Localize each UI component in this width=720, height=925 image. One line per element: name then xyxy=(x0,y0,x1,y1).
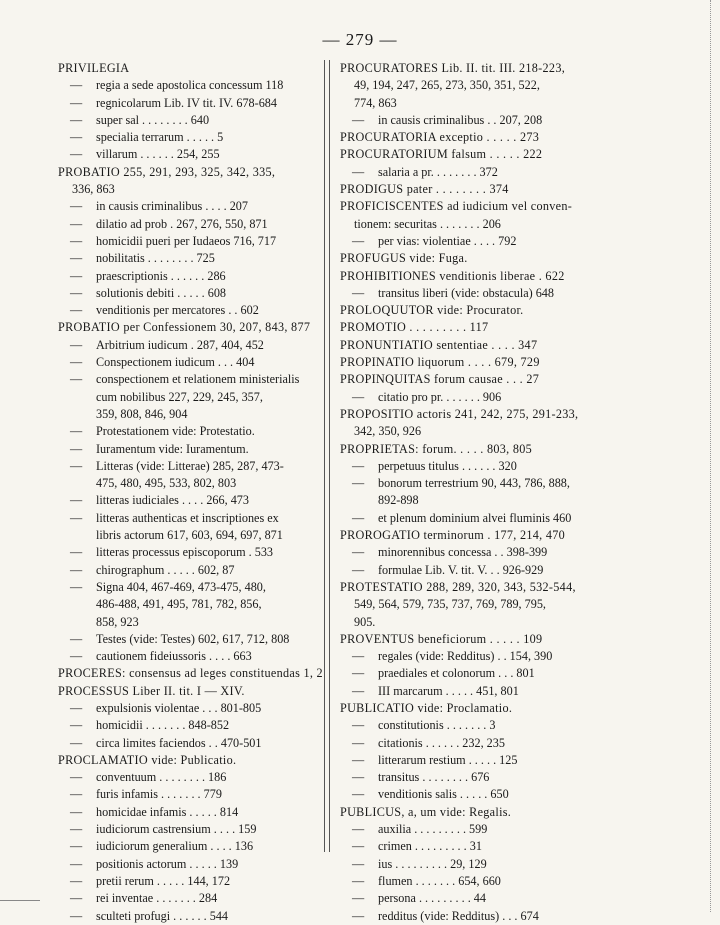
subentry-dash: — xyxy=(70,579,83,594)
index-column-right xyxy=(340,60,597,925)
index-entry xyxy=(340,250,597,267)
entry-text: expulsionis violentae . . . 801-805 xyxy=(96,700,262,715)
entry-text: iudiciorum castrensium . . . . 159 xyxy=(96,822,257,837)
subentry-dash: — xyxy=(352,562,365,577)
index-subentry xyxy=(58,544,311,561)
index-subentry xyxy=(340,665,597,682)
index-subentry xyxy=(58,717,311,734)
entry-text: 486-488, 491, 495, 781, 782, 856, xyxy=(96,597,262,612)
entry-text: PROBATIO per Confessionem 30, 207, 843, 877 xyxy=(58,320,311,335)
subentry-dash: — xyxy=(70,631,83,646)
entry-text: redditus (vide: Redditus) . . . 674 xyxy=(378,908,539,923)
subentry-dash: — xyxy=(70,839,83,854)
entry-text: rei inventae . . . . . . . 284 xyxy=(96,891,218,906)
index-entry-continuation xyxy=(340,614,597,631)
subentry-dash: — xyxy=(70,493,83,508)
entry-text: PROROGATIO terminorum . 177, 214, 470 xyxy=(340,528,566,543)
index-entry xyxy=(340,319,597,336)
page-corner-mark xyxy=(0,900,40,902)
entry-text: regia a sede apostolica concessum 118 xyxy=(96,78,284,93)
index-subentry-continuation xyxy=(58,527,311,544)
index-subentry xyxy=(340,458,597,475)
subentry-dash: — xyxy=(352,752,365,767)
subentry-dash: — xyxy=(70,337,83,352)
index-subentry xyxy=(340,683,597,700)
entry-text: positionis actorum . . . . . 139 xyxy=(96,856,239,871)
entry-text: 49, 194, 247, 265, 273, 350, 351, 522, xyxy=(354,78,540,93)
index-subentry xyxy=(58,804,311,821)
index-subentry xyxy=(58,458,311,475)
entry-text: cautionem fideiussoris . . . . 663 xyxy=(96,649,252,664)
index-entry xyxy=(340,371,597,388)
entry-text: salaria a pr. . . . . . . . 372 xyxy=(378,164,498,179)
subentry-dash: — xyxy=(70,804,83,819)
subentry-dash: — xyxy=(352,873,365,888)
subentry-dash: — xyxy=(352,908,365,923)
entry-text: 475, 480, 495, 533, 802, 803 xyxy=(96,476,237,491)
subentry-dash: — xyxy=(70,199,83,214)
index-entry xyxy=(58,164,311,181)
subentry-dash: — xyxy=(70,735,83,750)
entry-text: litteras authenticas et inscriptiones ex xyxy=(96,510,279,525)
subentry-dash: — xyxy=(70,510,83,525)
subentry-dash: — xyxy=(352,458,365,473)
index-subentry xyxy=(340,112,597,129)
index-subentry xyxy=(58,631,311,648)
entry-text: litteras processus episcoporum . 533 xyxy=(96,545,274,560)
index-entry-continuation xyxy=(340,216,597,233)
entry-text: flumen . . . . . . . 654, 660 xyxy=(378,873,501,888)
index-entry xyxy=(340,631,597,648)
entry-text: 549, 564, 579, 735, 737, 769, 789, 795, xyxy=(354,597,546,612)
entry-text: venditionis per mercatores . . 602 xyxy=(96,303,259,318)
entry-text: PROTESTATIO 288, 289, 320, 343, 532-544, xyxy=(340,579,576,594)
subentry-dash: — xyxy=(70,147,83,162)
index-entry xyxy=(340,354,597,371)
index-subentry xyxy=(340,838,597,855)
index-subentry xyxy=(58,579,311,596)
entry-text: 359, 808, 846, 904 xyxy=(96,406,188,421)
index-entry-continuation xyxy=(340,77,597,94)
entry-text: venditionis salis . . . . . 650 xyxy=(378,787,509,802)
subentry-dash: — xyxy=(352,389,365,404)
entry-text: 892-898 xyxy=(378,493,419,508)
index-entry-continuation xyxy=(340,423,597,440)
entry-text: villarum . . . . . . 254, 255 xyxy=(96,147,220,162)
entry-text: PRIVILEGIA xyxy=(58,61,130,75)
subentry-dash: — xyxy=(70,891,83,906)
index-subentry xyxy=(58,890,311,907)
entry-text: formulae Lib. V. tit. V. . . 926-929 xyxy=(378,562,544,577)
subentry-dash: — xyxy=(70,268,83,283)
index-subentry xyxy=(58,233,311,250)
index-subentry xyxy=(340,821,597,838)
index-subentry-continuation xyxy=(58,406,311,423)
index-subentry xyxy=(340,769,597,786)
entry-text: PROHIBITIONES venditionis liberae . 622 xyxy=(340,268,565,283)
index-entry xyxy=(58,683,311,700)
entry-text: citatio pro pr. . . . . . . 906 xyxy=(378,389,502,404)
subentry-dash: — xyxy=(70,112,83,127)
index-subentry-continuation xyxy=(58,389,311,406)
entry-text: PROCURATORIA exceptio . . . . . 273 xyxy=(340,130,540,145)
entry-text: litterarum restium . . . . . 125 xyxy=(378,752,518,767)
subentry-dash: — xyxy=(352,545,365,560)
entry-text: solutionis debiti . . . . . 608 xyxy=(96,285,227,300)
subentry-dash: — xyxy=(70,718,83,733)
entry-text: Iuramentum vide: Iuramentum. xyxy=(96,441,249,456)
index-entry xyxy=(58,752,311,769)
entry-text: Arbitrium iudicum . 287, 404, 452 xyxy=(96,337,264,352)
index-subentry xyxy=(58,492,311,509)
entry-text: homicidae infamis . . . . . 814 xyxy=(96,804,239,819)
subentry-dash: — xyxy=(70,251,83,266)
entry-text: nobilitatis . . . . . . . . 725 xyxy=(96,251,215,266)
index-entry xyxy=(340,268,597,285)
entry-text: PROLOQUUTOR vide: Procurator. xyxy=(340,303,524,318)
entry-text: PUBLICUS, a, um vide: Regalis. xyxy=(340,804,512,819)
entry-text: pretii rerum . . . . . 144, 172 xyxy=(96,873,231,888)
subentry-dash: — xyxy=(70,856,83,871)
entry-text: ius . . . . . . . . . 29, 129 xyxy=(378,856,487,871)
index-entry xyxy=(58,60,311,77)
index-subentry xyxy=(58,856,311,873)
index-entry xyxy=(340,804,597,821)
index-subentry xyxy=(340,856,597,873)
entry-text: bonorum terrestrium 90, 443, 786, 888, xyxy=(378,476,570,491)
subentry-dash: — xyxy=(352,683,365,698)
index-subentry xyxy=(340,510,597,527)
index-entry xyxy=(340,198,597,215)
entry-text: PROCLAMATIO vide: Publicatio. xyxy=(58,752,237,767)
entry-text: chirographum . . . . . 602, 87 xyxy=(96,562,235,577)
subentry-dash: — xyxy=(70,458,83,473)
subentry-dash: — xyxy=(352,649,365,664)
subentry-dash: — xyxy=(352,822,365,837)
entry-text: litteras iudiciales . . . . 266, 473 xyxy=(96,493,249,508)
index-subentry xyxy=(58,95,311,112)
subentry-dash: — xyxy=(352,718,365,733)
subentry-dash: — xyxy=(70,822,83,837)
index-entry xyxy=(340,527,597,544)
index-subentry xyxy=(340,648,597,665)
index-entry xyxy=(340,441,597,458)
subentry-dash: — xyxy=(70,355,83,370)
index-subentry xyxy=(58,735,311,752)
subentry-dash: — xyxy=(70,95,83,110)
entry-text: transitus . . . . . . . . 676 xyxy=(378,770,490,785)
index-subentry xyxy=(340,752,597,769)
subentry-dash: — xyxy=(352,891,365,906)
index-subentry xyxy=(58,354,311,371)
subentry-dash: — xyxy=(70,303,83,318)
index-subentry xyxy=(340,389,597,406)
entry-text: per vias: violentiae . . . . 792 xyxy=(378,233,517,248)
index-entry xyxy=(340,337,597,354)
index-entry-continuation xyxy=(340,95,597,112)
entry-text: PROPINATIO liquorum . . . . 679, 729 xyxy=(340,355,540,370)
index-subentry xyxy=(58,821,311,838)
index-subentry xyxy=(58,216,311,233)
entry-text: Protestationem vide: Protestatio. xyxy=(96,424,255,439)
index-subentry xyxy=(58,337,311,354)
entry-text: furis infamis . . . . . . . 779 xyxy=(96,787,222,802)
entry-text: praescriptionis . . . . . . 286 xyxy=(96,268,226,283)
entry-text: citationis . . . . . . 232, 235 xyxy=(378,735,505,750)
index-subentry xyxy=(340,285,597,302)
subentry-dash: — xyxy=(70,285,83,300)
index-subentry xyxy=(58,129,311,146)
index-entry xyxy=(340,129,597,146)
subentry-dash: — xyxy=(70,372,83,387)
page-number: — 279 — xyxy=(322,30,398,49)
index-entry xyxy=(340,700,597,717)
entry-text: Testes (vide: Testes) 602, 617, 712, 808 xyxy=(96,631,290,646)
index-subentry xyxy=(340,562,597,579)
entry-text: transitus liberi (vide: obstacula) 648 xyxy=(378,285,554,300)
entry-text: praediales et colonorum . . . 801 xyxy=(378,666,535,681)
subentry-dash: — xyxy=(352,476,365,491)
subentry-dash: — xyxy=(352,285,365,300)
index-subentry xyxy=(58,112,311,129)
entry-text: PROCERES: consensus ad leges constituendas 1, 2 xyxy=(58,666,323,681)
subentry-dash: — xyxy=(352,112,365,127)
index-subentry xyxy=(340,233,597,250)
entry-text: conventuum . . . . . . . . 186 xyxy=(96,770,227,785)
entry-text: PROVENTUS beneficiorum . . . . . 109 xyxy=(340,631,543,646)
subentry-dash: — xyxy=(352,735,365,750)
entry-text: persona . . . . . . . . . 44 xyxy=(378,891,486,906)
index-subentry xyxy=(58,146,311,163)
index-subentry xyxy=(58,510,311,527)
index-entry xyxy=(340,406,597,423)
subentry-dash: — xyxy=(352,787,365,802)
index-subentry xyxy=(58,700,311,717)
entry-text: PRONUNTIATIO sententiae . . . . 347 xyxy=(340,337,538,352)
subentry-dash: — xyxy=(70,649,83,664)
index-subentry xyxy=(340,890,597,907)
index-entry xyxy=(58,665,323,682)
entry-text: PROFICISCENTES ad iudicium vel conven- xyxy=(340,199,573,214)
index-subentry-continuation xyxy=(58,596,311,613)
entry-text: regnicolarum Lib. IV tit. IV. 678-684 xyxy=(96,95,277,110)
subentry-dash: — xyxy=(70,545,83,560)
entry-text: Signa 404, 467-469, 473-475, 480, xyxy=(96,579,266,594)
entry-text: libris actorum 617, 603, 694, 697, 871 xyxy=(96,528,283,543)
subentry-dash: — xyxy=(70,700,83,715)
entry-text: tionem: securitas . . . . . . . 206 xyxy=(354,216,501,231)
entry-text: conspectionem et relationem ministerialis xyxy=(96,372,300,387)
index-subentry xyxy=(340,735,597,752)
index-subentry xyxy=(58,198,311,215)
entry-text: PROMOTIO . . . . . . . . . 117 xyxy=(340,320,489,335)
index-entry xyxy=(340,146,597,163)
entry-text: in causis criminalibus . . 207, 208 xyxy=(378,112,543,127)
entry-text: sculteti profugi . . . . . . 544 xyxy=(96,908,229,923)
index-entry xyxy=(58,319,311,336)
index-entry-continuation xyxy=(340,596,597,613)
subentry-dash: — xyxy=(70,770,83,785)
index-subentry-continuation xyxy=(340,492,597,509)
entry-text: cum nobilibus 227, 229, 245, 357, xyxy=(96,389,263,404)
subentry-dash: — xyxy=(70,441,83,456)
entry-text: 905. xyxy=(354,614,376,629)
index-subentry xyxy=(58,285,311,302)
index-subentry xyxy=(58,648,311,665)
subentry-dash: — xyxy=(70,233,83,248)
subentry-dash: — xyxy=(70,424,83,439)
index-entry xyxy=(340,60,597,77)
entry-text: PROPINQUITAS forum causae . . . 27 xyxy=(340,372,540,387)
index-subentry xyxy=(340,475,597,492)
entry-text: 774, 863 xyxy=(354,95,397,110)
page-edge xyxy=(710,0,712,912)
subentry-dash: — xyxy=(352,164,365,179)
index-subentry xyxy=(58,268,311,285)
index-entry-continuation xyxy=(58,181,311,198)
entry-text: crimen . . . . . . . . . 31 xyxy=(378,839,482,854)
entry-text: PROCURATORIUM falsum . . . . . 222 xyxy=(340,147,543,162)
entry-text: homicidii . . . . . . . 848-852 xyxy=(96,718,230,733)
entry-text: 858, 923 xyxy=(96,614,139,629)
entry-text: PRODIGUS pater . . . . . . . . 374 xyxy=(340,182,509,197)
index-subentry xyxy=(58,302,311,319)
index-subentry xyxy=(58,562,311,579)
entry-text: dilatio ad prob . 267, 276, 550, 871 xyxy=(96,216,268,231)
entry-text: regales (vide: Redditus) . . 154, 390 xyxy=(378,649,553,664)
entry-text: iudiciorum generalium . . . . 136 xyxy=(96,839,254,854)
index-subentry xyxy=(340,873,597,890)
subentry-dash: — xyxy=(352,233,365,248)
index-subentry-continuation xyxy=(58,614,311,631)
entry-text: 336, 863 xyxy=(72,182,115,197)
entry-text: perpetuus titulus . . . . . . 320 xyxy=(378,458,517,473)
subentry-dash: — xyxy=(352,510,365,525)
subentry-dash: — xyxy=(352,666,365,681)
entry-text: minorennibus concessa . . 398-399 xyxy=(378,545,548,560)
entry-text: PROPOSITIO actoris 241, 242, 275, 291-233, xyxy=(340,406,579,421)
subentry-dash: — xyxy=(70,216,83,231)
index-subentry xyxy=(340,544,597,561)
index-subentry xyxy=(58,423,311,440)
subentry-dash: — xyxy=(70,562,83,577)
entry-text: Litteras (vide: Litterae) 285, 287, 473- xyxy=(96,458,284,473)
index-subentry xyxy=(340,164,597,181)
entry-text: PROFUGUS vide: Fuga. xyxy=(340,251,468,266)
index-subentry xyxy=(58,77,311,94)
index-column-left xyxy=(58,60,323,925)
subentry-dash: — xyxy=(352,856,365,871)
entry-text: circa limites faciendos . . 470-501 xyxy=(96,735,262,750)
index-entry xyxy=(340,181,597,198)
entry-text: super sal . . . . . . . . 640 xyxy=(96,112,210,127)
subentry-dash: — xyxy=(70,78,83,93)
entry-text: specialia terrarum . . . . . 5 xyxy=(96,130,224,145)
subentry-dash: — xyxy=(70,130,83,145)
entry-text: 342, 350, 926 xyxy=(354,424,422,439)
index-subentry-continuation xyxy=(58,475,311,492)
index-subentry xyxy=(58,838,311,855)
entry-text: Conspectionem iudicum . . . 404 xyxy=(96,355,255,370)
index-subentry xyxy=(58,769,311,786)
index-entry xyxy=(340,302,597,319)
index-subentry xyxy=(58,441,311,458)
index-subentry xyxy=(340,908,597,925)
subentry-dash: — xyxy=(70,787,83,802)
index-entry xyxy=(340,579,597,596)
entry-text: constitutionis . . . . . . . 3 xyxy=(378,718,496,733)
index-subentry xyxy=(58,786,311,803)
index-subentry xyxy=(58,873,311,890)
subentry-dash: — xyxy=(352,839,365,854)
index-subentry xyxy=(58,908,311,925)
entry-text: et plenum dominium alvei fluminis 460 xyxy=(378,510,572,525)
column-divider xyxy=(324,60,330,852)
entry-text: PROPRIETAS: forum. . . . . 803, 805 xyxy=(340,441,533,456)
subentry-dash: — xyxy=(352,770,365,785)
index-subentry xyxy=(58,250,311,267)
entry-text: PUBLICATIO vide: Proclamatio. xyxy=(340,700,513,715)
entry-text: in causis criminalibus . . . . 207 xyxy=(96,199,248,214)
entry-text: PROBATIO 255, 291, 293, 325, 342, 335, xyxy=(58,164,276,179)
subentry-dash: — xyxy=(70,873,83,888)
entry-text: PROCURATORES Lib. II. tit. III. 218-223, xyxy=(340,61,566,75)
index-subentry xyxy=(58,371,311,388)
index-subentry xyxy=(340,786,597,803)
subentry-dash: — xyxy=(70,908,83,923)
entry-text: homicidii pueri per Iudaeos 716, 717 xyxy=(96,233,277,248)
index-subentry xyxy=(340,717,597,734)
entry-text: auxilia . . . . . . . . . 599 xyxy=(378,822,488,837)
entry-text: III marcarum . . . . . 451, 801 xyxy=(378,683,519,698)
entry-text: PROCESSUS Liber II. tit. I — XIV. xyxy=(58,683,245,698)
